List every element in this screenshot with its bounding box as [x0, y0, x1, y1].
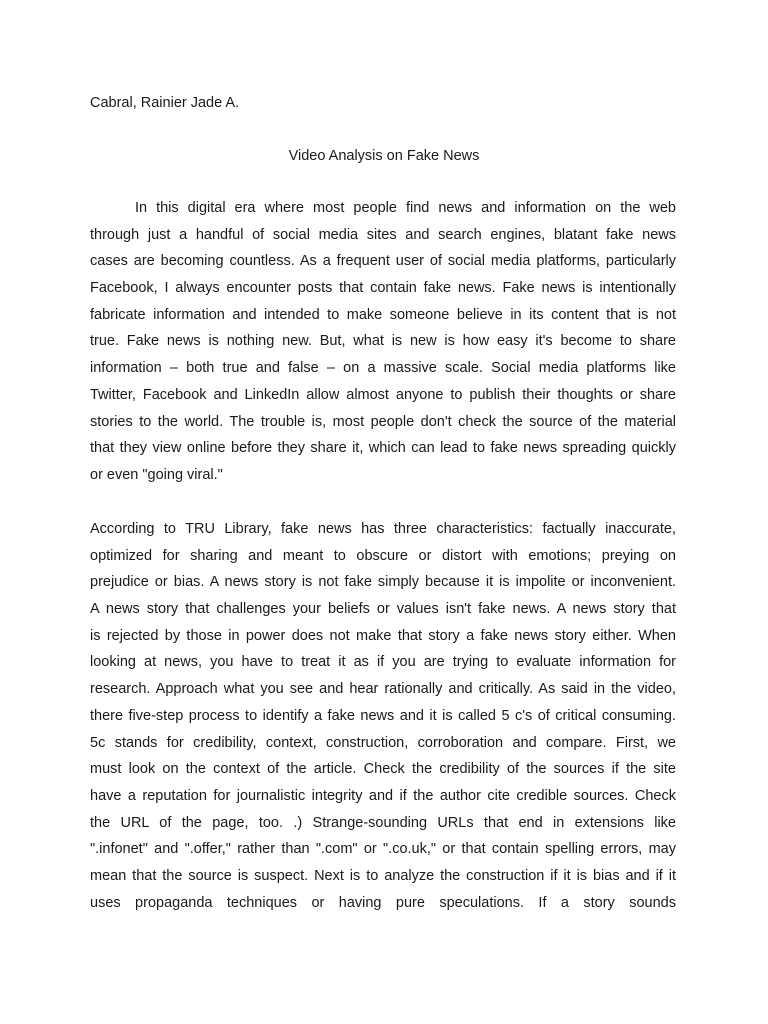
text-line: prejudice or bias. A news story is not fake simply because it is impolite or inconvenient.: [90, 574, 676, 591]
text-line: According to TRU Library, fake news has three characteristics: factually inaccurate,: [90, 521, 676, 537]
text-line: Twitter, Facebook and LinkedIn allow almost anyone to publish their thoughts or share: [90, 386, 676, 403]
text-line: Facebook, I always encounter posts that contain fake news. Fake news is intentionally: [90, 280, 676, 297]
text-line: have a reputation for journalistic integrity and if the author cite credible sources. Check: [90, 787, 676, 804]
text-line: true. Fake news is nothing new. But, what is new is how easy it's become to share: [90, 333, 676, 350]
text-line: In this digital era where most people find news and information on the web: [135, 200, 676, 216]
text-line: must look on the context of the article. Check the credibility of the sources if the site: [90, 761, 676, 778]
text-line: optimized for sharing and meant to obscure or distort with emotions; preying on: [90, 547, 676, 564]
text-line: cases are becoming countless. As a frequent user of social media platforms, particularly: [90, 253, 676, 270]
text-line: or even "going viral.": [90, 466, 223, 483]
text-line: uses propaganda techniques or having pure speculations. If a story sounds: [90, 894, 676, 911]
paragraph-1: [90, 195, 676, 489]
text-line: mean that the source is suspect. Next is to analyze the construction if it is bias and if it: [90, 867, 676, 884]
text-line: stories to the world. The trouble is, most people don't check the source of the material: [90, 413, 676, 430]
paragraph-2: [90, 516, 676, 916]
text-line: A news story that challenges your beliefs or values isn't fake news. A news story that: [90, 601, 676, 618]
text-line: through just a handful of social media sites and search engines, blatant fake news: [90, 226, 676, 243]
text-line: ".infonet" and ".offer," rather than ".com" or ".co.uk," or that contain spelling errors, may: [90, 841, 676, 858]
text-line: fabricate information and intended to make someone believe in its content that is not: [90, 306, 676, 323]
text-line: 5c stands for credibility, context, construction, corroboration and compare. First, we: [90, 734, 676, 751]
text-line: looking at news, you have to treat it as if you are trying to evaluate information for: [90, 654, 676, 671]
text-line: the URL of the page, too. .) Strange-sounding URLs that end in extensions like: [90, 814, 676, 831]
text-line: there five-step process to identify a fake news and it is called 5 c's of critical consuming.: [90, 707, 676, 724]
author-name: Cabral, Rainier Jade A.: [90, 95, 240, 111]
document-title: Video Analysis on Fake News: [288, 148, 480, 164]
text-line: research. Approach what you see and hear rationally and critically. As said in the video,: [90, 681, 676, 698]
text-line: that they view online before they share it, which can lead to fake news spreading quickly: [90, 440, 676, 457]
text-line: information – both true and false – on a massive scale. Social media platforms like: [90, 360, 676, 377]
text-line: is rejected by those in power does not make that story a fake news story either. When: [90, 627, 676, 644]
